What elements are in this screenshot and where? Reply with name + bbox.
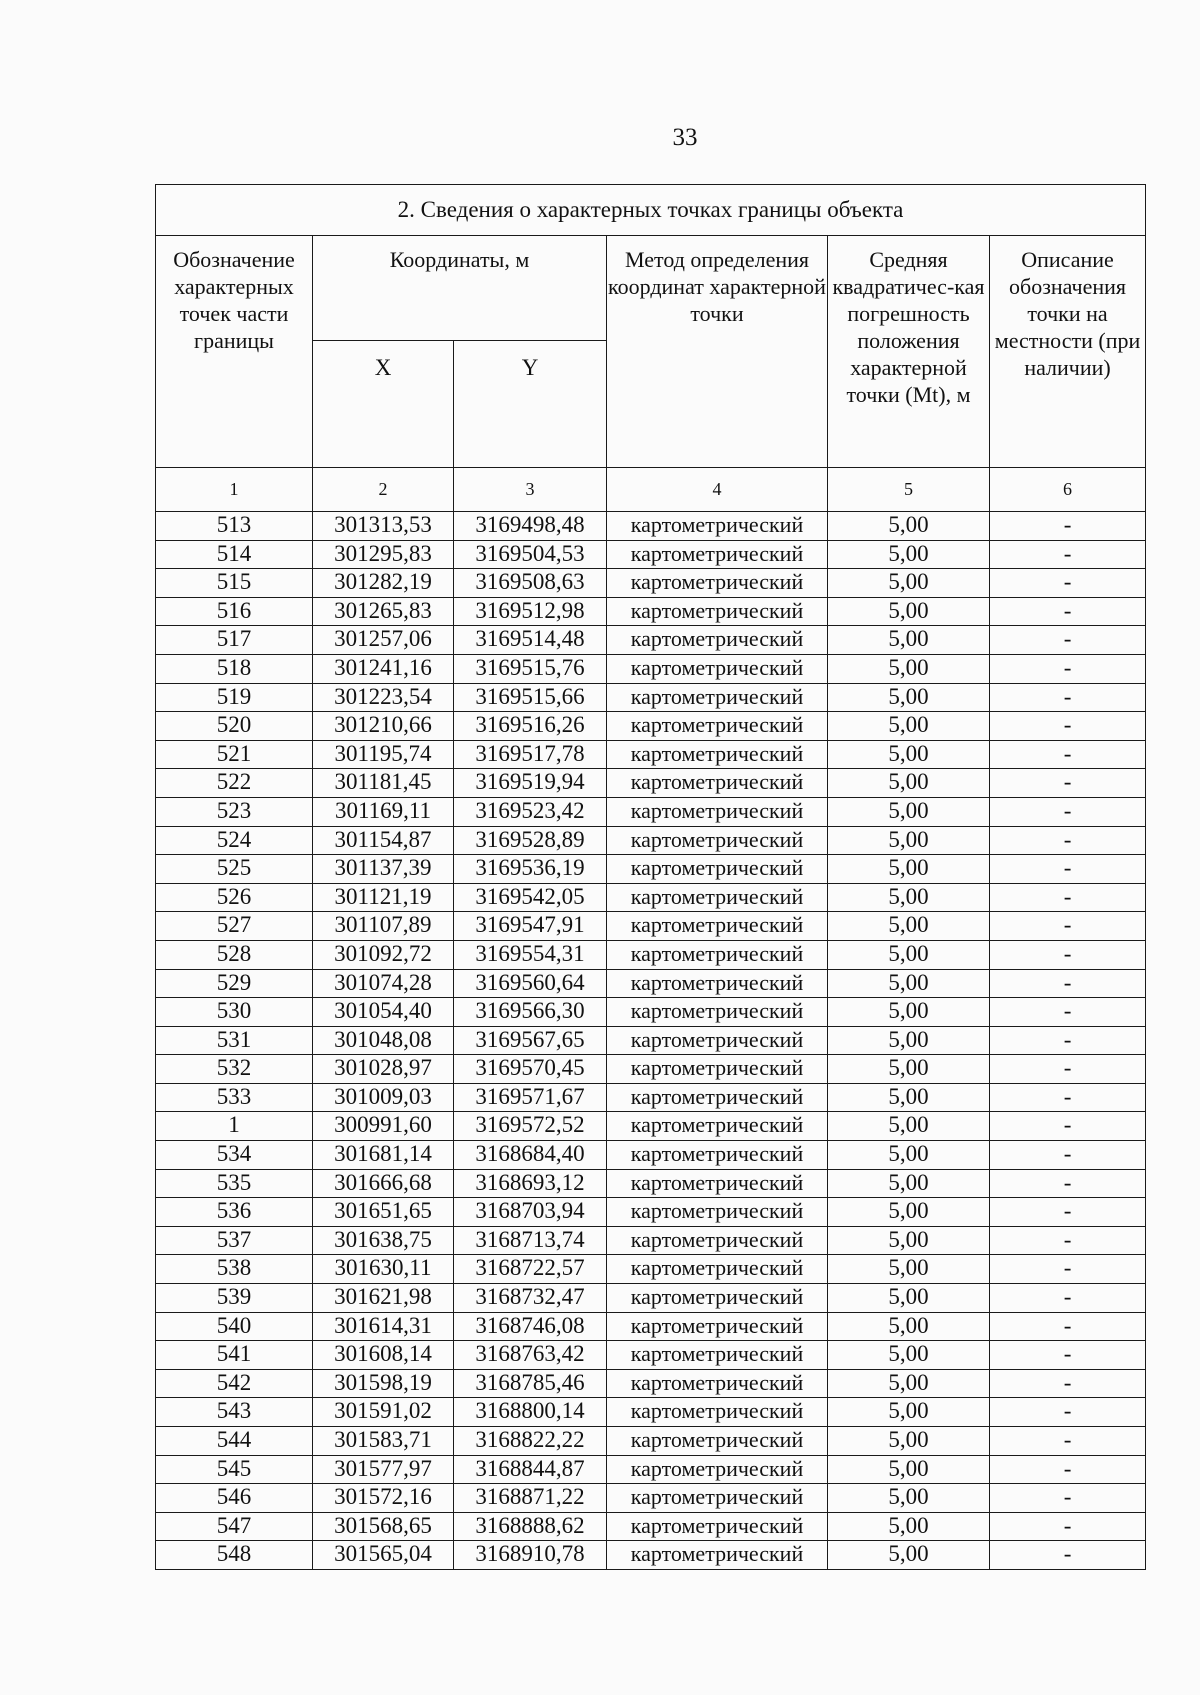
method-cell: картометрический (607, 654, 828, 683)
point-id-cell: 543 (156, 1398, 313, 1427)
error-cell: 5,00 (828, 1141, 990, 1170)
description-cell: - (990, 1312, 1146, 1341)
y-coordinate-cell: 3169528,89 (454, 826, 607, 855)
description-cell: - (990, 1026, 1146, 1055)
method-cell: картометрический (607, 540, 828, 569)
description-cell: - (990, 1512, 1146, 1541)
x-coordinate-cell: 301121,19 (313, 883, 454, 912)
table-row (156, 1484, 1146, 1513)
error-cell: 5,00 (828, 712, 990, 741)
error-cell: 5,00 (828, 512, 990, 541)
y-coordinate-cell: 3169515,76 (454, 654, 607, 683)
error-cell: 5,00 (828, 1169, 990, 1198)
x-coordinate-cell: 301681,14 (313, 1141, 454, 1170)
x-coordinate-cell: 301282,19 (313, 569, 454, 598)
point-id-cell: 529 (156, 969, 313, 998)
x-coordinate-cell: 301598,19 (313, 1369, 454, 1398)
x-coordinate-cell: 301295,83 (313, 540, 454, 569)
error-cell: 5,00 (828, 1398, 990, 1427)
point-id-cell: 539 (156, 1284, 313, 1313)
method-cell: картометрический (607, 1055, 828, 1084)
method-cell: картометрический (607, 1141, 828, 1170)
point-id-cell: 540 (156, 1312, 313, 1341)
description-cell: - (990, 1112, 1146, 1141)
table-row (156, 1112, 1146, 1141)
header-x: X (313, 341, 454, 468)
method-cell: картометрический (607, 940, 828, 969)
point-id-cell: 515 (156, 569, 313, 598)
y-coordinate-cell: 3168732,47 (454, 1284, 607, 1313)
table-row (156, 969, 1146, 998)
table-body (156, 512, 1146, 1570)
x-coordinate-cell: 301195,74 (313, 740, 454, 769)
x-coordinate-cell: 301154,87 (313, 826, 454, 855)
table-row (156, 1512, 1146, 1541)
description-cell: - (990, 569, 1146, 598)
description-cell: - (990, 883, 1146, 912)
point-id-cell: 526 (156, 883, 313, 912)
header-coordinates: Координаты, м (313, 236, 607, 341)
point-id-cell: 536 (156, 1198, 313, 1227)
y-coordinate-cell: 3168785,46 (454, 1369, 607, 1398)
y-coordinate-cell: 3169560,64 (454, 969, 607, 998)
y-coordinate-cell: 3169523,42 (454, 797, 607, 826)
method-cell: картометрический (607, 1112, 828, 1141)
y-coordinate-cell: 3169570,45 (454, 1055, 607, 1084)
point-id-cell: 535 (156, 1169, 313, 1198)
method-cell: картометрический (607, 998, 828, 1027)
description-cell: - (990, 855, 1146, 884)
y-coordinate-cell: 3169498,48 (454, 512, 607, 541)
table-row (156, 1284, 1146, 1313)
table-row (156, 1198, 1146, 1227)
x-coordinate-cell: 301092,72 (313, 940, 454, 969)
x-coordinate-cell: 301621,98 (313, 1284, 454, 1313)
error-cell: 5,00 (828, 1284, 990, 1313)
table-row (156, 512, 1146, 541)
method-cell: картометрический (607, 1169, 828, 1198)
method-cell: картометрический (607, 912, 828, 941)
point-id-cell: 527 (156, 912, 313, 941)
method-cell: картометрический (607, 512, 828, 541)
table-row (156, 797, 1146, 826)
y-coordinate-cell: 3169542,05 (454, 883, 607, 912)
y-coordinate-cell: 3169514,48 (454, 626, 607, 655)
x-coordinate-cell: 301614,31 (313, 1312, 454, 1341)
point-id-cell: 524 (156, 826, 313, 855)
x-coordinate-cell: 301107,89 (313, 912, 454, 941)
description-cell: - (990, 740, 1146, 769)
table-row (156, 1055, 1146, 1084)
point-id-cell: 523 (156, 797, 313, 826)
description-cell: - (990, 1198, 1146, 1227)
point-id-cell: 528 (156, 940, 313, 969)
header-y: Y (454, 341, 607, 468)
x-coordinate-cell: 301048,08 (313, 1026, 454, 1055)
y-coordinate-cell: 3168722,57 (454, 1255, 607, 1284)
point-id-cell: 548 (156, 1541, 313, 1570)
method-cell: картометрический (607, 1083, 828, 1112)
column-number: 6 (990, 468, 1146, 512)
description-cell: - (990, 1541, 1146, 1570)
description-cell: - (990, 1255, 1146, 1284)
error-cell: 5,00 (828, 626, 990, 655)
table-row (156, 740, 1146, 769)
x-coordinate-cell: 301577,97 (313, 1455, 454, 1484)
method-cell: картометрический (607, 1026, 828, 1055)
error-cell: 5,00 (828, 826, 990, 855)
description-cell: - (990, 597, 1146, 626)
table-row (156, 654, 1146, 683)
y-coordinate-cell: 3169512,98 (454, 597, 607, 626)
point-id-cell: 546 (156, 1484, 313, 1513)
x-coordinate-cell: 301651,65 (313, 1198, 454, 1227)
description-cell: - (990, 1455, 1146, 1484)
point-id-cell: 520 (156, 712, 313, 741)
table-title: 2. Сведения о характерных точках границы объекта (156, 185, 1146, 236)
table-row (156, 940, 1146, 969)
y-coordinate-cell: 3169504,53 (454, 540, 607, 569)
y-coordinate-cell: 3169554,31 (454, 940, 607, 969)
x-coordinate-cell: 301638,75 (313, 1226, 454, 1255)
description-cell: - (990, 654, 1146, 683)
method-cell: картометрический (607, 1427, 828, 1456)
description-cell: - (990, 626, 1146, 655)
error-cell: 5,00 (828, 969, 990, 998)
error-cell: 5,00 (828, 1083, 990, 1112)
y-coordinate-cell: 3168713,74 (454, 1226, 607, 1255)
method-cell: картометрический (607, 1312, 828, 1341)
description-cell: - (990, 1083, 1146, 1112)
point-id-cell: 541 (156, 1341, 313, 1370)
page-number: 33 (672, 124, 698, 151)
y-coordinate-cell: 3169566,30 (454, 998, 607, 1027)
description-cell: - (990, 712, 1146, 741)
x-coordinate-cell: 301028,97 (313, 1055, 454, 1084)
description-cell: - (990, 1169, 1146, 1198)
table-row (156, 626, 1146, 655)
x-coordinate-cell: 301054,40 (313, 998, 454, 1027)
description-cell: - (990, 1398, 1146, 1427)
method-cell: картометрический (607, 683, 828, 712)
method-cell: картометрический (607, 626, 828, 655)
x-coordinate-cell: 301583,71 (313, 1427, 454, 1456)
description-cell: - (990, 769, 1146, 798)
y-coordinate-cell: 3168800,14 (454, 1398, 607, 1427)
table-row (156, 712, 1146, 741)
y-coordinate-cell: 3168888,62 (454, 1512, 607, 1541)
error-cell: 5,00 (828, 1484, 990, 1513)
method-cell: картометрический (607, 1512, 828, 1541)
error-cell: 5,00 (828, 1512, 990, 1541)
error-cell: 5,00 (828, 1455, 990, 1484)
header-description: Описание обозначения точки на местности (при наличии) (990, 236, 1146, 468)
point-id-cell: 533 (156, 1083, 313, 1112)
description-cell: - (990, 940, 1146, 969)
table-row (156, 826, 1146, 855)
point-id-cell: 547 (156, 1512, 313, 1541)
method-cell: картометрический (607, 597, 828, 626)
description-cell: - (990, 1427, 1146, 1456)
description-cell: - (990, 540, 1146, 569)
header-point-designation: Обозначение характерных точек части границы (156, 236, 313, 468)
method-cell: картометрический (607, 1484, 828, 1513)
x-coordinate-cell: 301137,39 (313, 855, 454, 884)
description-cell: - (990, 683, 1146, 712)
error-cell: 5,00 (828, 1026, 990, 1055)
table-row (156, 1312, 1146, 1341)
header-method: Метод определения координат характерной точки (607, 236, 828, 468)
description-cell: - (990, 797, 1146, 826)
x-coordinate-cell: 301241,16 (313, 654, 454, 683)
column-number: 3 (454, 468, 607, 512)
point-id-cell: 521 (156, 740, 313, 769)
y-coordinate-cell: 3169517,78 (454, 740, 607, 769)
method-cell: картометрический (607, 740, 828, 769)
error-cell: 5,00 (828, 940, 990, 969)
error-cell: 5,00 (828, 569, 990, 598)
method-cell: картометрический (607, 1198, 828, 1227)
x-coordinate-cell: 301568,65 (313, 1512, 454, 1541)
error-cell: 5,00 (828, 769, 990, 798)
error-cell: 5,00 (828, 1369, 990, 1398)
point-id-cell: 537 (156, 1226, 313, 1255)
table-row (156, 540, 1146, 569)
description-cell: - (990, 1369, 1146, 1398)
point-id-cell: 1 (156, 1112, 313, 1141)
method-cell: картометрический (607, 569, 828, 598)
table-row (156, 883, 1146, 912)
method-cell: картометрический (607, 883, 828, 912)
point-id-cell: 545 (156, 1455, 313, 1484)
description-cell: - (990, 998, 1146, 1027)
y-coordinate-cell: 3168871,22 (454, 1484, 607, 1513)
point-id-cell: 530 (156, 998, 313, 1027)
x-coordinate-cell: 301074,28 (313, 969, 454, 998)
error-cell: 5,00 (828, 797, 990, 826)
x-coordinate-cell: 301181,45 (313, 769, 454, 798)
header-mean-square-error: Средняя квадратичес-кая погрешность положения характерной точки (Mt), м (828, 236, 990, 468)
table-row (156, 1141, 1146, 1170)
method-cell: картометрический (607, 1455, 828, 1484)
point-id-cell: 525 (156, 855, 313, 884)
x-coordinate-cell: 301313,53 (313, 512, 454, 541)
y-coordinate-cell: 3168693,12 (454, 1169, 607, 1198)
error-cell: 5,00 (828, 597, 990, 626)
column-number: 1 (156, 468, 313, 512)
column-numbers-row (156, 468, 1146, 512)
table-row (156, 1026, 1146, 1055)
point-id-cell: 519 (156, 683, 313, 712)
y-coordinate-cell: 3169572,52 (454, 1112, 607, 1141)
error-cell: 5,00 (828, 1427, 990, 1456)
column-number: 5 (828, 468, 990, 512)
point-id-cell: 514 (156, 540, 313, 569)
x-coordinate-cell: 301257,06 (313, 626, 454, 655)
x-coordinate-cell: 301223,54 (313, 683, 454, 712)
y-coordinate-cell: 3169519,94 (454, 769, 607, 798)
point-id-cell: 522 (156, 769, 313, 798)
error-cell: 5,00 (828, 1226, 990, 1255)
x-coordinate-cell: 300991,60 (313, 1112, 454, 1141)
method-cell: картометрический (607, 1255, 828, 1284)
method-cell: картометрический (607, 1284, 828, 1313)
method-cell: картометрический (607, 797, 828, 826)
table-row (156, 998, 1146, 1027)
y-coordinate-cell: 3169571,67 (454, 1083, 607, 1112)
y-coordinate-cell: 3169515,66 (454, 683, 607, 712)
y-coordinate-cell: 3168703,94 (454, 1198, 607, 1227)
x-coordinate-cell: 301565,04 (313, 1541, 454, 1570)
y-coordinate-cell: 3169536,19 (454, 855, 607, 884)
method-cell: картометрический (607, 826, 828, 855)
point-id-cell: 542 (156, 1369, 313, 1398)
description-cell: - (990, 1055, 1146, 1084)
error-cell: 5,00 (828, 855, 990, 884)
y-coordinate-cell: 3168822,22 (454, 1427, 607, 1456)
method-cell: картометрический (607, 1341, 828, 1370)
table-row (156, 1226, 1146, 1255)
table-row (156, 912, 1146, 941)
description-cell: - (990, 1226, 1146, 1255)
x-coordinate-cell: 301009,03 (313, 1083, 454, 1112)
table-row (156, 1541, 1146, 1570)
method-cell: картометрический (607, 769, 828, 798)
method-cell: картометрический (607, 1226, 828, 1255)
description-cell: - (990, 1141, 1146, 1170)
method-cell: картометрический (607, 1541, 828, 1570)
point-id-cell: 513 (156, 512, 313, 541)
error-cell: 5,00 (828, 912, 990, 941)
error-cell: 5,00 (828, 998, 990, 1027)
method-cell: картометрический (607, 1369, 828, 1398)
x-coordinate-cell: 301265,83 (313, 597, 454, 626)
y-coordinate-cell: 3168684,40 (454, 1141, 607, 1170)
y-coordinate-cell: 3168763,42 (454, 1341, 607, 1370)
error-cell: 5,00 (828, 883, 990, 912)
description-cell: - (990, 912, 1146, 941)
column-number: 2 (313, 468, 454, 512)
table-row (156, 855, 1146, 884)
point-id-cell: 532 (156, 1055, 313, 1084)
point-id-cell: 531 (156, 1026, 313, 1055)
y-coordinate-cell: 3168910,78 (454, 1541, 607, 1570)
error-cell: 5,00 (828, 1112, 990, 1141)
method-cell: картометрический (607, 1398, 828, 1427)
y-coordinate-cell: 3169516,26 (454, 712, 607, 741)
table-row (156, 1398, 1146, 1427)
x-coordinate-cell: 301572,16 (313, 1484, 454, 1513)
point-id-cell: 544 (156, 1427, 313, 1456)
description-cell: - (990, 969, 1146, 998)
x-coordinate-cell: 301169,11 (313, 797, 454, 826)
description-cell: - (990, 1341, 1146, 1370)
y-coordinate-cell: 3168746,08 (454, 1312, 607, 1341)
point-id-cell: 516 (156, 597, 313, 626)
method-cell: картометрический (607, 969, 828, 998)
error-cell: 5,00 (828, 1055, 990, 1084)
error-cell: 5,00 (828, 540, 990, 569)
x-coordinate-cell: 301608,14 (313, 1341, 454, 1370)
y-coordinate-cell: 3169508,63 (454, 569, 607, 598)
method-cell: картометрический (607, 855, 828, 884)
table-row (156, 1083, 1146, 1112)
point-id-cell: 534 (156, 1141, 313, 1170)
description-cell: - (990, 1284, 1146, 1313)
table-row (156, 1169, 1146, 1198)
point-id-cell: 517 (156, 626, 313, 655)
y-coordinate-cell: 3169547,91 (454, 912, 607, 941)
y-coordinate-cell: 3168844,87 (454, 1455, 607, 1484)
description-cell: - (990, 1484, 1146, 1513)
x-coordinate-cell: 301210,66 (313, 712, 454, 741)
column-number: 4 (607, 468, 828, 512)
table-row (156, 1255, 1146, 1284)
error-cell: 5,00 (828, 1255, 990, 1284)
table-row (156, 769, 1146, 798)
description-cell: - (990, 512, 1146, 541)
table-row (156, 1369, 1146, 1398)
error-cell: 5,00 (828, 1541, 990, 1570)
point-id-cell: 538 (156, 1255, 313, 1284)
table-row (156, 569, 1146, 598)
error-cell: 5,00 (828, 1198, 990, 1227)
x-coordinate-cell: 301666,68 (313, 1169, 454, 1198)
table-row (156, 1455, 1146, 1484)
table-row (156, 597, 1146, 626)
error-cell: 5,00 (828, 1341, 990, 1370)
error-cell: 5,00 (828, 740, 990, 769)
error-cell: 5,00 (828, 1312, 990, 1341)
y-coordinate-cell: 3169567,65 (454, 1026, 607, 1055)
description-cell: - (990, 826, 1146, 855)
table-row (156, 1427, 1146, 1456)
method-cell: картометрический (607, 712, 828, 741)
boundary-points-table (155, 184, 1146, 1570)
point-id-cell: 518 (156, 654, 313, 683)
error-cell: 5,00 (828, 683, 990, 712)
x-coordinate-cell: 301630,11 (313, 1255, 454, 1284)
error-cell: 5,00 (828, 654, 990, 683)
x-coordinate-cell: 301591,02 (313, 1398, 454, 1427)
table-row (156, 1341, 1146, 1370)
table-row (156, 683, 1146, 712)
